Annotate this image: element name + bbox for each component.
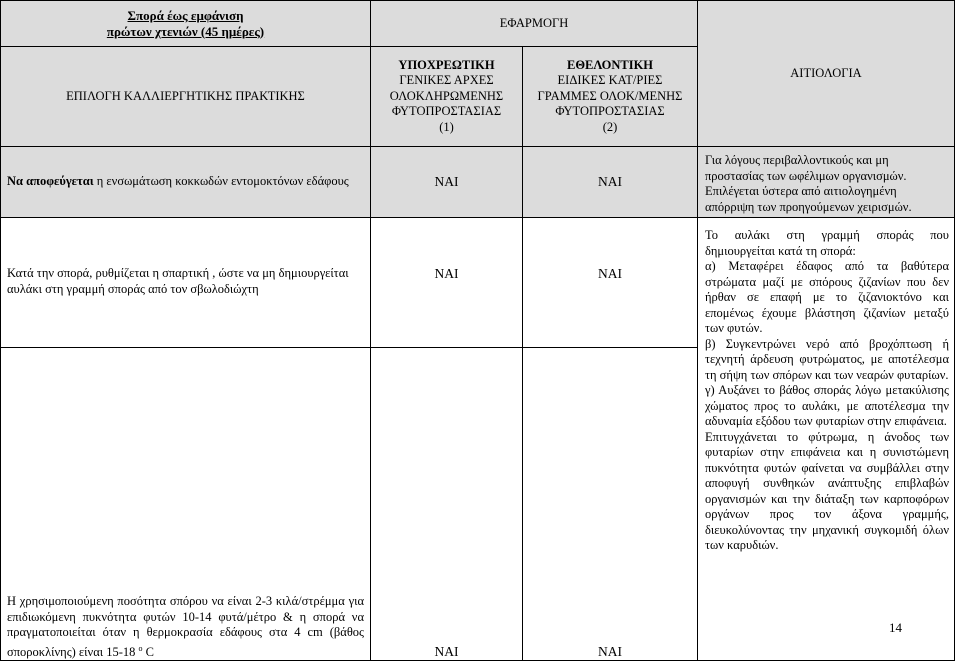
mandatory-header	[371, 47, 523, 147]
practice-cell-3	[1, 348, 371, 661]
reasoning-cell-2	[698, 218, 955, 661]
voluntary-cell-1	[523, 147, 698, 218]
voluntary-line4: ΦΥΤΟΠΡΟΣΤΑΣΙΑΣ	[555, 104, 665, 119]
practice-3-text: Η χρησιμοποιούμενη ποσότητα σπόρου να είναι 2-3 κιλά/στρέμμα για επιδιωκόμενη πυκνότητα φυτών 10-14 φυτά/μέτρο & η σπορά να πραγματοποιείται όταν η θερμοκρασία εδάφους στα 4 cm (βάθος σποροκλίνης) είναι 15-18	[7, 594, 364, 659]
mandatory-cell-3	[371, 348, 523, 661]
mandatory-line2: ΓΕΝΙΚΕΣ ΑΡΧΕΣ	[399, 73, 494, 88]
voluntary-line5: (2)	[602, 119, 618, 134]
reasoning-intro: Το αυλάκι στη γραμμή σποράς που δημιουργείται κατά τη σπορά:	[705, 228, 949, 258]
reasoning-point-b: β) Συγκεντρώνει νερό από βροχόπτωση ή τεχνητή άρδευση φυτρώματος, με αποτέλεσμα τη σήψη των σπόρων και των νεαρών φυταρίων.	[705, 336, 949, 382]
mandatory-line3: ΟΛΟΚΛΗΡΩΜΕΝΗΣ	[389, 88, 504, 103]
period-title-cell	[1, 1, 371, 47]
reasoning-label: ΑΙΤΙΟΛΟΓΙΑ	[790, 65, 862, 80]
mandatory-value-2: ΝΑΙ	[434, 266, 459, 281]
practice-1-text: η ενσωμάτωση κοκκωδών εντομοκτόνων εδάφους	[93, 174, 349, 189]
reasoning-header	[698, 1, 955, 147]
mandatory-value-3: ΝΑΙ	[434, 644, 459, 659]
reasoning-point-a: α) Μεταφέρει έδαφος από τα βαθύτερα στρώματα μαζί με σπόρους ζιζανίων που δεν ήρθαν σε επαφή με το ζιζανιοκτόνο και επομένως έχουμε βλάστηση ζιζανίων μεταξύ των φυτών.	[705, 259, 949, 335]
degree-sup: ο	[138, 643, 143, 653]
voluntary-value-1: ΝΑΙ	[598, 174, 622, 190]
mandatory-line5: (1)	[439, 119, 454, 134]
mandatory-value-1: ΝΑΙ	[434, 174, 459, 190]
mandatory-line4: ΦΥΤΟΠΡΟΣΤΑΣΙΑΣ	[391, 104, 502, 119]
page-number: 14	[889, 620, 902, 635]
practice-cell-1	[1, 147, 371, 218]
practice-2-text: Κατά την σπορά, ρυθμίζεται η σπαρτική , ώστε να μη δημιουργείται αυλάκι στη γραμμή σποράς από τον σβωλοδιώχτη	[7, 266, 349, 296]
practice-cell-2	[1, 218, 371, 348]
voluntary-header	[523, 47, 698, 147]
mandatory-label: ΥΠΟΧΡΕΩΤΙΚΗ	[398, 57, 495, 72]
mandatory-cell-1	[371, 147, 523, 218]
practice-heading-cell	[1, 47, 371, 147]
mandatory-cell-2	[371, 218, 523, 348]
reasoning-cell-1	[698, 147, 955, 218]
temperature-unit: C	[142, 644, 154, 659]
reasoning-outcome: Επιτυγχάνεται το φύτρωμα, η άνοδος των φυταρίων στην επιφάνεια και η συνιστώμενη πυκνότητα φυτών φαίνεται να συμβάλλει στην αποφυγή συνθηκών ανάπτυξης επιβλαβών οργανισμών και την διάταξη των καρποφόρων οργάνων προς τον άξονα γραμμής, διευκολύνοντας την μηχανική συγκομιδή όλων των καρυδιών.	[705, 429, 949, 552]
voluntary-cell-3	[523, 348, 698, 661]
voluntary-label: ΕΘΕΛΟΝΤΙΚΗ	[566, 57, 654, 72]
application-label: ΕΦΑΡΜΟΓΗ	[499, 15, 569, 30]
reasoning-text-1: Για λόγους περιβαλλοντικούς και μη προστασίας των ωφέλιμων οργανισμών. Επιλέγεται ύστερα από αιτιολογημένη απόρριψη των προηγούμενων χειρισμών.	[705, 153, 912, 214]
voluntary-value-2: ΝΑΙ	[598, 266, 622, 281]
reasoning-point-c: γ) Αυξάνει το βάθος σποράς λόγω μετακύλισης χώματος προς το αυλάκι, με αποτέλεσμα την αδυναμία εξόδου των φυταρίων στην επιφάνεια.	[705, 383, 949, 428]
voluntary-value-3: ΝΑΙ	[598, 644, 622, 659]
voluntary-line3: ΓΡΑΜΜΕΣ ΟΛΟΚ/ΜΕΝΗΣ	[537, 88, 683, 103]
voluntary-line2: ΕΙΔΙΚΕΣ ΚΑΤ/ΡΙΕΣ	[557, 73, 663, 88]
period-title-line2: πρώτων χτενιών (45 ημέρες)	[106, 23, 265, 39]
application-header	[371, 1, 698, 47]
period-title-line1: Σπορά έως εμφάνιση	[127, 8, 244, 23]
practice-1-emphasis: Να αποφεύγεται	[7, 174, 94, 189]
practice-heading: ΕΠΙΛΟΓΗ ΚΑΛΛΙΕΡΓΗΤΙΚΗΣ ΠΡΑΚΤΙΚΗΣ	[66, 88, 305, 103]
voluntary-cell-2	[523, 218, 698, 348]
